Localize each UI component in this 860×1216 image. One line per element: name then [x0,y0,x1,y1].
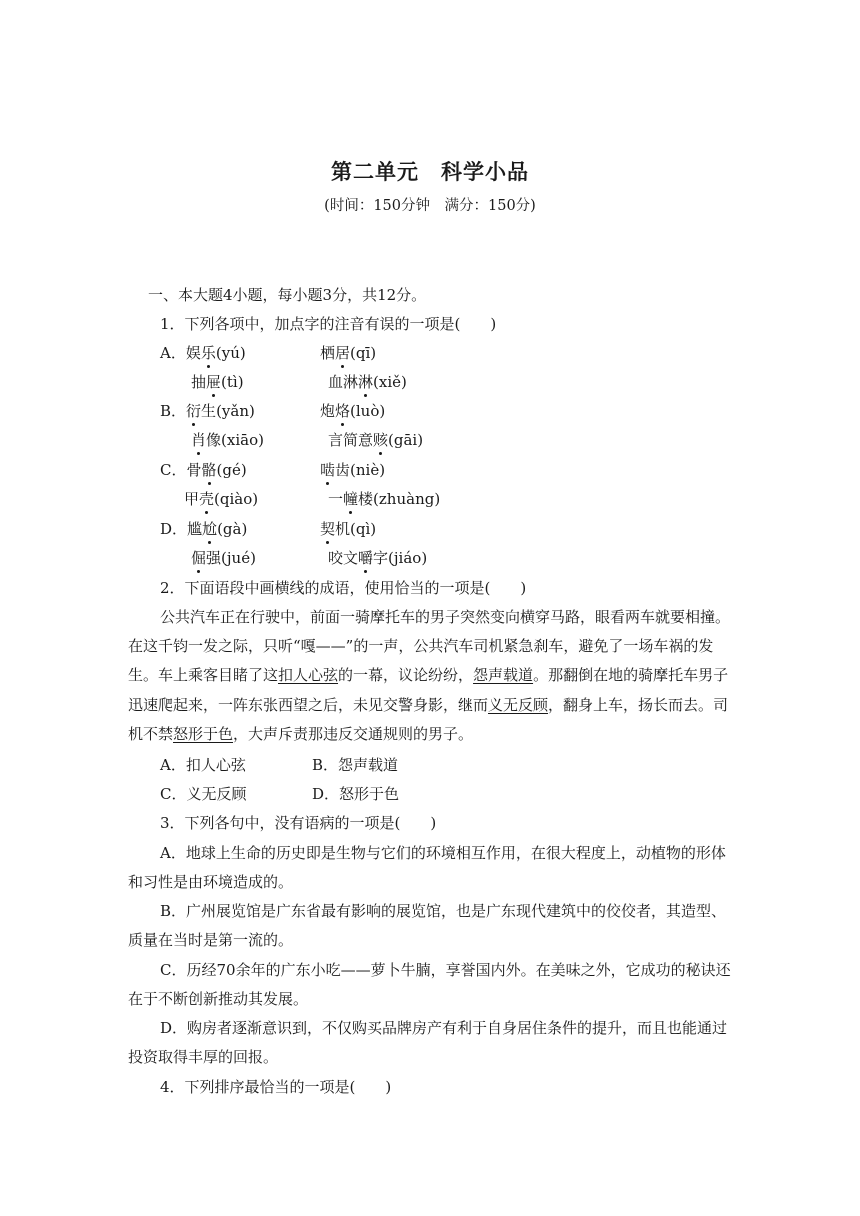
q1-option-d-row2-b [328,548,427,568]
pinyin: (qī) [350,344,377,362]
q3-option-b-cont: 质量在当时是第一流的。 [128,931,294,949]
text-run: 。那翻倒在地的骑摩托车男子 [533,666,729,684]
text-run: 的一幕，议论纷纷， [338,666,474,684]
question-3-stem: 3．下列各句中，没有语病的一项是( ) [160,814,437,832]
q1-option-d-row2 [191,548,256,568]
q3-option-a: A．地球上生命的历史即是生物与它们的环境相互作用，在很大程度上，动植物的形体 [160,844,726,862]
word: 栖 [320,344,336,362]
word: 像 [206,431,222,449]
question-4-stem: 4．下列排序最恰当的一项是( ) [160,1078,392,1096]
q3-option-d: D．购房者逐渐意识到，不仅购买品牌房产有利于自身居住条件的提升，而且也能通过 [160,1019,728,1037]
pinyin: (yǎn) [216,402,255,420]
dotted-char: 契 [320,520,336,538]
word: 楼 [358,490,374,508]
word: 炮 [320,402,336,420]
q2-option-c: C．义无反顾 [160,785,247,803]
q3-option-d-cont: 投资取得丰厚的回报。 [128,1048,279,1066]
page-title: 第二单元 科学小品 [331,159,529,184]
word: 强 [206,549,222,567]
dotted-char: 屉 [206,373,222,391]
option-label: D． [160,520,188,538]
q1-option-a-row1 [160,343,246,363]
word: 咬文 [328,549,359,567]
q1-option-b-row1 [160,401,255,421]
pinyin: (xiě) [373,373,407,391]
q2-option-d: D．怒形于色 [312,785,400,803]
q1-option-c-row1-b [320,460,385,480]
q1-option-b-row1-b [320,401,385,421]
dotted-char: 衍 [186,402,202,420]
word: 娱 [185,344,201,362]
q1-option-c-row1 [160,460,247,480]
q3-option-a-cont: 和习性是由环境造成的。 [128,873,294,891]
underlined-idiom: 怒形于色 [173,725,234,743]
q3-option-b: B．广州展览馆是广东省最有影响的展览馆，也是广东现代建筑中的佼佼者，其造型、 [160,902,727,920]
dotted-char: 烙 [335,402,351,420]
q3-option-c-cont: 在于不断创新推动其发展。 [128,990,309,1008]
text-run: 机不禁 [128,725,174,743]
text-run: 迅速爬起来，一阵东张西望之后，未见交警身影，继而 [128,696,489,714]
passage-line [128,724,728,744]
word: 抽 [191,373,207,391]
word: 生 [201,402,217,420]
word: 骨 [186,461,202,479]
q1-option-b-row2-b [328,430,423,450]
q1-option-c-row2-b [328,489,440,509]
word: 齿 [335,461,351,479]
word: 血淋 [328,373,359,391]
question-2-stem: 2．下面语段中画横线的成语，使用恰当的一项是( ) [160,579,527,597]
q1-option-a-row2 [191,372,244,392]
option-label: B． [160,402,187,420]
text-run: ，大声斥责那违反交通规则的男子。 [233,725,474,743]
option-label: C． [160,461,187,479]
word: 甲 [184,490,200,508]
dotted-char: 乐 [200,344,216,362]
text-run: ，翻身上车，扬长而去。司 [548,696,729,714]
text-run: 生。车上乘客目睹了这 [128,666,279,684]
dotted-char: 赅 [373,431,389,449]
dotted-char: 居 [335,344,351,362]
option-label: A． [160,344,186,362]
pinyin: (jiáo) [388,549,428,567]
passage-line: 在这千钧一发之际，只听“嘎——”的一声，公共汽车司机紧急刹车，避免了一场车祸的发 [128,637,714,655]
section-heading: 一、本大题4小题，每小题3分，共12分。 [148,286,427,304]
dotted-char: 淋 [358,373,374,391]
dotted-char: 尬 [202,520,218,538]
word: 一 [328,490,344,508]
q1-option-d-row1-b [320,519,376,539]
passage-line [128,665,728,685]
pinyin: (zhuàng) [373,490,441,508]
pinyin: (niè) [350,461,386,479]
q3-option-c: C．历经70余年的广东小吃——萝卜牛腩，享誉国内外。在美味之外，它成功的秘诀还 [160,961,731,979]
dotted-char: 嚼 [358,549,374,567]
pinyin: (jué) [221,549,256,567]
pinyin: (gé) [216,461,247,479]
pinyin: (tì) [221,373,244,391]
pinyin: (gāi) [388,431,424,449]
dotted-char: 骼 [201,461,217,479]
word: 言简意 [328,431,374,449]
passage-line [128,695,728,715]
underlined-idiom: 怨声载道 [473,666,534,684]
pinyin: (yú) [215,344,246,362]
word: 尴 [187,520,203,538]
word: 机 [335,520,351,538]
dotted-char: 倔 [191,549,207,567]
q1-option-d-row1 [160,519,247,539]
dotted-char: 肖 [191,431,207,449]
underlined-idiom: 扣人心弦 [278,666,339,684]
dotted-char: 幢 [343,490,359,508]
dotted-char: 啮 [320,461,336,479]
pinyin: (gà) [217,520,248,538]
q1-option-c-row2 [184,489,258,509]
question-1-stem: 1．下列各项中，加点字的注音有误的一项是( ) [160,315,497,333]
dotted-char: 壳 [199,490,215,508]
pinyin: (xiāo) [221,431,264,449]
q1-option-b-row2 [191,430,264,450]
q1-option-a-row2-b [328,372,407,392]
passage-line: 公共汽车正在行驶中，前面一骑摩托车的男子突然变向横穿马路，眼看两车就要相撞。 [160,608,731,626]
q1-option-a-row1-b [320,343,376,363]
pinyin: (qì) [350,520,377,538]
q2-option-b: B．怨声载道 [312,756,399,774]
pinyin: (luò) [350,402,386,420]
underlined-idiom: 义无反顾 [488,696,549,714]
word: 字 [373,549,389,567]
q2-option-a: A．扣人心弦 [160,756,246,774]
exam-info: (时间：150分钟 满分：150分) [324,198,536,214]
pinyin: (qiào) [214,490,259,508]
